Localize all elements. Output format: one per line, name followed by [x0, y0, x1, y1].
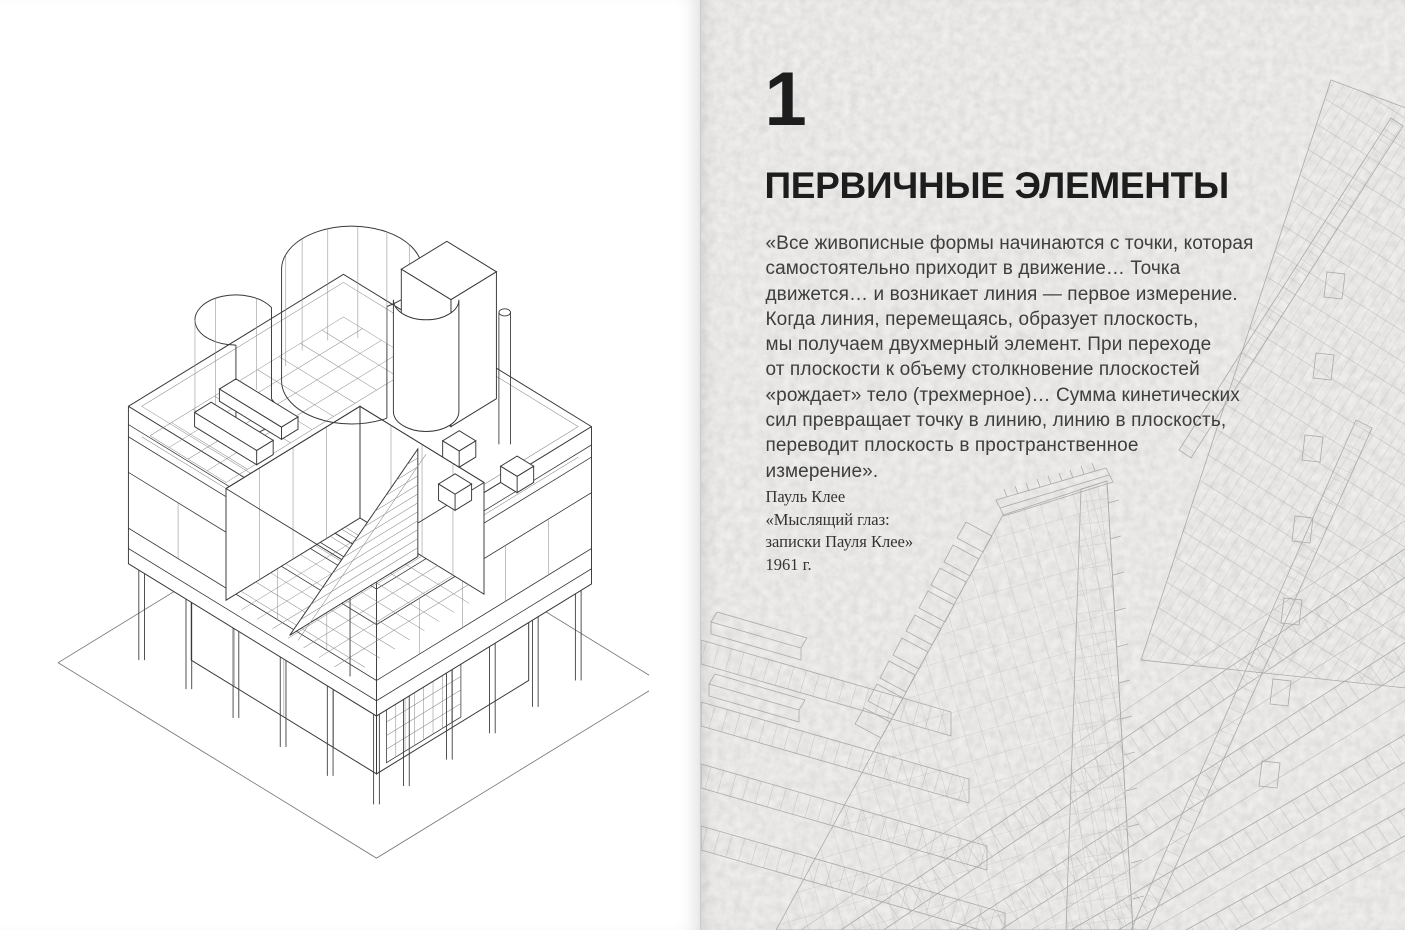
attribution-block [766, 486, 914, 576]
chapter-title: ПЕРВИЧНЫЕ ЭЛЕМЕНТЫ [764, 165, 1229, 206]
villa-savoye-axonometric-drawing [57, 122, 649, 914]
quote-line: «рождает» тело (трехмерное)… Сумма кинетических [765, 384, 1240, 406]
right-page [700, 0, 1405, 930]
attribution-work-line: записки Пауля Клее» [765, 532, 914, 551]
quote-block [766, 231, 1254, 484]
chapter-number: 1 [764, 57, 805, 142]
quote-line: самостоятельно приходит в движение… Точка [765, 258, 1181, 280]
attribution-year: 1961 г. [765, 554, 812, 574]
quote-line: «Все живописные формы начинаются с точки, которая [765, 233, 1254, 254]
quote-line: Когда линия, перемещаясь, образует плоскость, [765, 308, 1199, 330]
quote-line: движется… и возникает линия — первое измерение. [765, 283, 1238, 305]
quote-line: переводит плоскость в пространственное [765, 435, 1139, 457]
left-page [0, 0, 700, 930]
attribution-work-line: «Мыслящий глаз: [765, 509, 890, 529]
quote-line: измерение». [765, 460, 879, 482]
quote-line: сил превращает точку в линию, линию в плоскость, [765, 410, 1227, 432]
attribution-author: Пауль Клее [765, 487, 846, 506]
quote-line: от плоскости к объему столкновение плоскостей [765, 359, 1200, 381]
quote-line: мы получаем двухмерный элемент. При переходе [765, 334, 1212, 356]
stair-tower [393, 241, 496, 431]
